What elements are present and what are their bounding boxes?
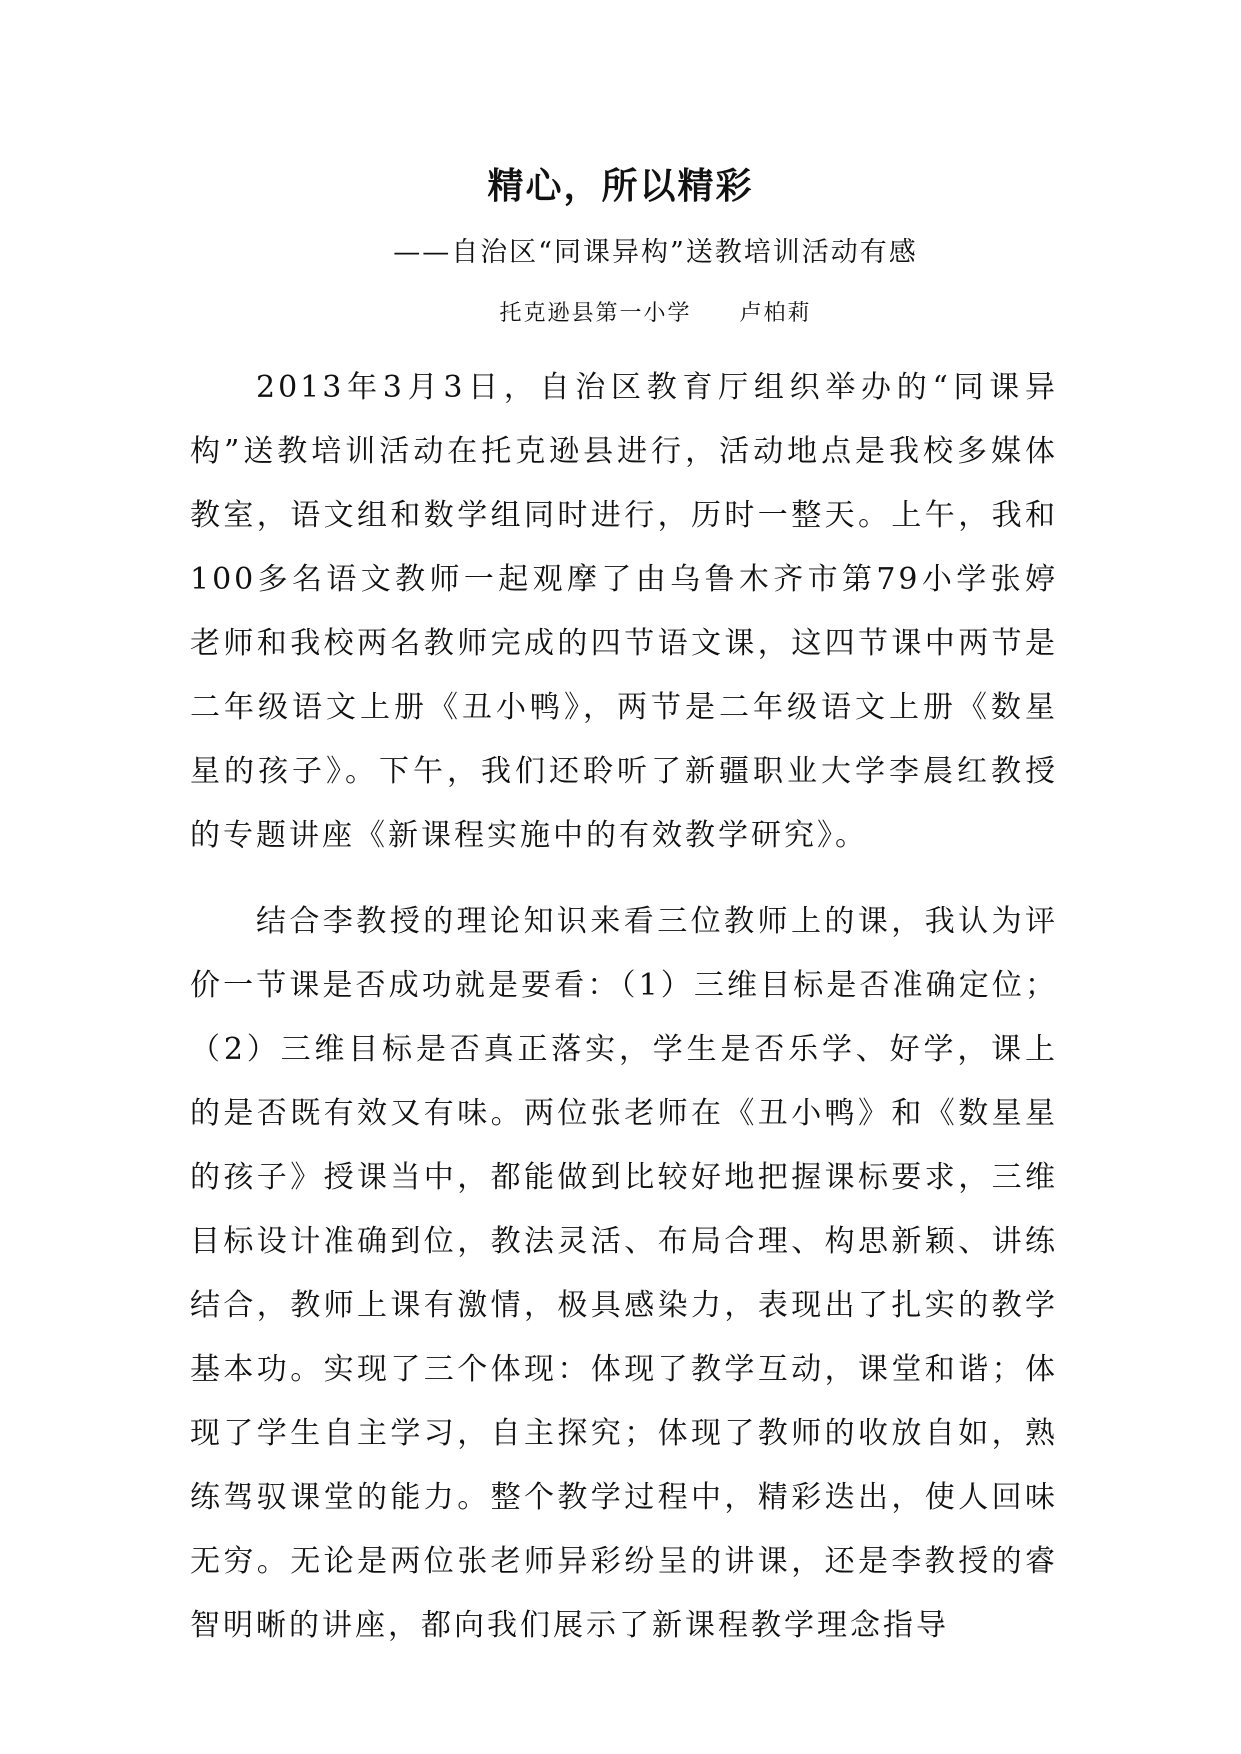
- body-paragraph-2: 结合李教授的理论知识来看三位教师上的课，我认为评价一节课是否成功就是要看：（1）三维目标是否准确定位；（2）三维目标是否真正落实，学生是否乐学、好学，课上的是否既有效又有味。两位张老师在《丑小鸭》和《数星星的孩子》授课当中，都能做到比较好地把握课标要求，三维目标设计准确到位，教法灵活、布局合理、构思新颖、讲练结合，教师上课有激情，极具感染力，表现出了扎实的教学基本功。实现了三个体现：体现了教学互动，课堂和谐；体现了学生自主学习，自主探究；体现了教师的收放自如，熟练驾驭课堂的能力。整个教学过程中，精彩迭出，使人回味无穷。无论是两位张老师异彩纷呈的讲课，还是李教授的睿智明晰的讲座，都向我们展示了新课程教学理念指导: [190, 904, 1058, 1643]
- document-subtitle: ——自治区“同课异构”送教培训活动有感: [393, 237, 918, 268]
- document-body: [190, 356, 1058, 1658]
- document-title: 精心，所以精彩: [487, 165, 754, 207]
- body-paragraph-1: 2013年3月3日，自治区教育厅组织举办的“同课异构”送教培训活动在托克逊县进行，活动地点是我校多媒体教室，语文组和数学组同时进行，历时一整天。上午，我和100多名语文教师一起观摩了由乌鲁木齐市第79小学张婷老师和我校两名教师完成的四节语文课，这四节课中两节是二年级语文上册《丑小鸭》，两节是二年级语文上册《数星星的孩子》。下午，我们还聆听了新疆职业大学李晨红教授的专题讲座《新课程实施中的有效教学研究》。: [190, 370, 1058, 853]
- author-line: [0, 296, 1241, 327]
- author-school: 托克逊县第一小学: [499, 301, 692, 326]
- author-name: 卢柏莉: [739, 301, 812, 326]
